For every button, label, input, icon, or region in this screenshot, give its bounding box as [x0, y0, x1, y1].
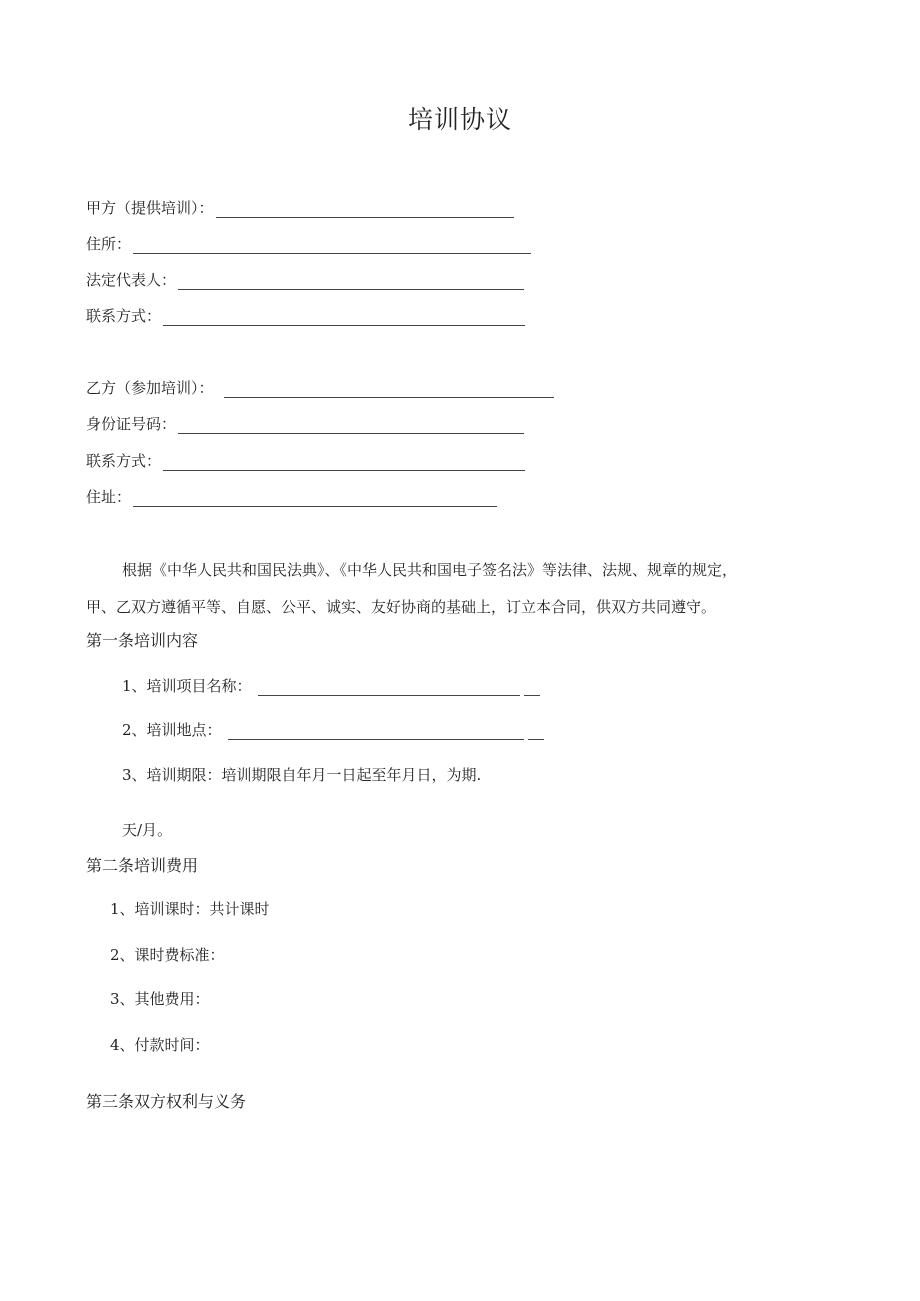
party-b-id-label: 身份证号码：: [86, 415, 177, 433]
party-a-legal-rep-label: 法定代表人：: [86, 271, 177, 289]
party-a-legal-rep-field: [86, 270, 524, 290]
party-a-contact-blank[interactable]: [163, 309, 525, 326]
training-name-blank[interactable]: [258, 679, 520, 696]
party-a-contact-field: [86, 306, 525, 326]
party-b-contact-blank[interactable]: [163, 454, 525, 471]
party-b-id-blank[interactable]: [178, 417, 524, 434]
party-b-address-blank[interactable]: [133, 490, 497, 507]
article-2-heading: 第二条培训费用: [86, 856, 199, 875]
party-b-address-label: 住址：: [86, 488, 132, 506]
party-b-field: [86, 378, 554, 398]
party-a-address-field: [86, 234, 531, 254]
party-b-id-field: [86, 414, 524, 434]
party-a-address-blank[interactable]: [133, 237, 531, 254]
article-1-item-1-label: 1、培训项目名称：: [122, 677, 252, 695]
party-b-blank[interactable]: [224, 381, 554, 398]
training-name-blank-tail: [524, 679, 540, 696]
training-location-blank-tail: [528, 723, 544, 740]
article-2-item-4: 4、付款时间：: [110, 1036, 210, 1054]
party-a-field: [86, 198, 514, 218]
party-b-contact-label: 联系方式：: [86, 452, 162, 470]
article-3-heading: 第三条双方权利与义务: [86, 1092, 247, 1111]
party-a-blank[interactable]: [216, 201, 514, 218]
article-2-item-2: 2、课时费标准：: [110, 946, 225, 964]
party-b-contact-field: [86, 451, 525, 471]
party-a-label: 甲方（提供培训）：: [86, 199, 214, 217]
party-a-address-label: 住所：: [86, 235, 132, 253]
training-location-blank[interactable]: [228, 723, 524, 740]
article-2-item-3: 3、其他费用：: [110, 990, 210, 1008]
article-1-item-3: 3、培训期限：培训期限自年月一日起至年月日，为期.: [122, 766, 482, 784]
preamble-line-1: 根据《中华人民共和国民法典》、《中华人民共和国电子签名法》等法律、法规、规章的规定，: [122, 561, 738, 579]
article-1-heading: 第一条培训内容: [86, 631, 199, 650]
article-1-item-3-cont: 天/月。: [122, 821, 173, 839]
party-b-label: 乙方（参加培训）：: [86, 379, 214, 397]
party-a-contact-label: 联系方式：: [86, 307, 162, 325]
page-title: 培训协议: [407, 105, 512, 134]
party-b-address-field: [86, 487, 497, 507]
party-a-legal-rep-blank[interactable]: [178, 273, 524, 290]
article-2-item-1: 1、培训课时：共计课时: [110, 900, 270, 918]
article-1-item-1: [122, 676, 540, 696]
article-1-item-2: [122, 720, 544, 740]
article-1-item-2-label: 2、培训地点：: [122, 721, 222, 739]
preamble-line-2: 甲、乙双方遵循平等、自愿、公平、诚实、友好协商的基础上，订立本合同，供双方共同遵守。: [86, 598, 717, 616]
